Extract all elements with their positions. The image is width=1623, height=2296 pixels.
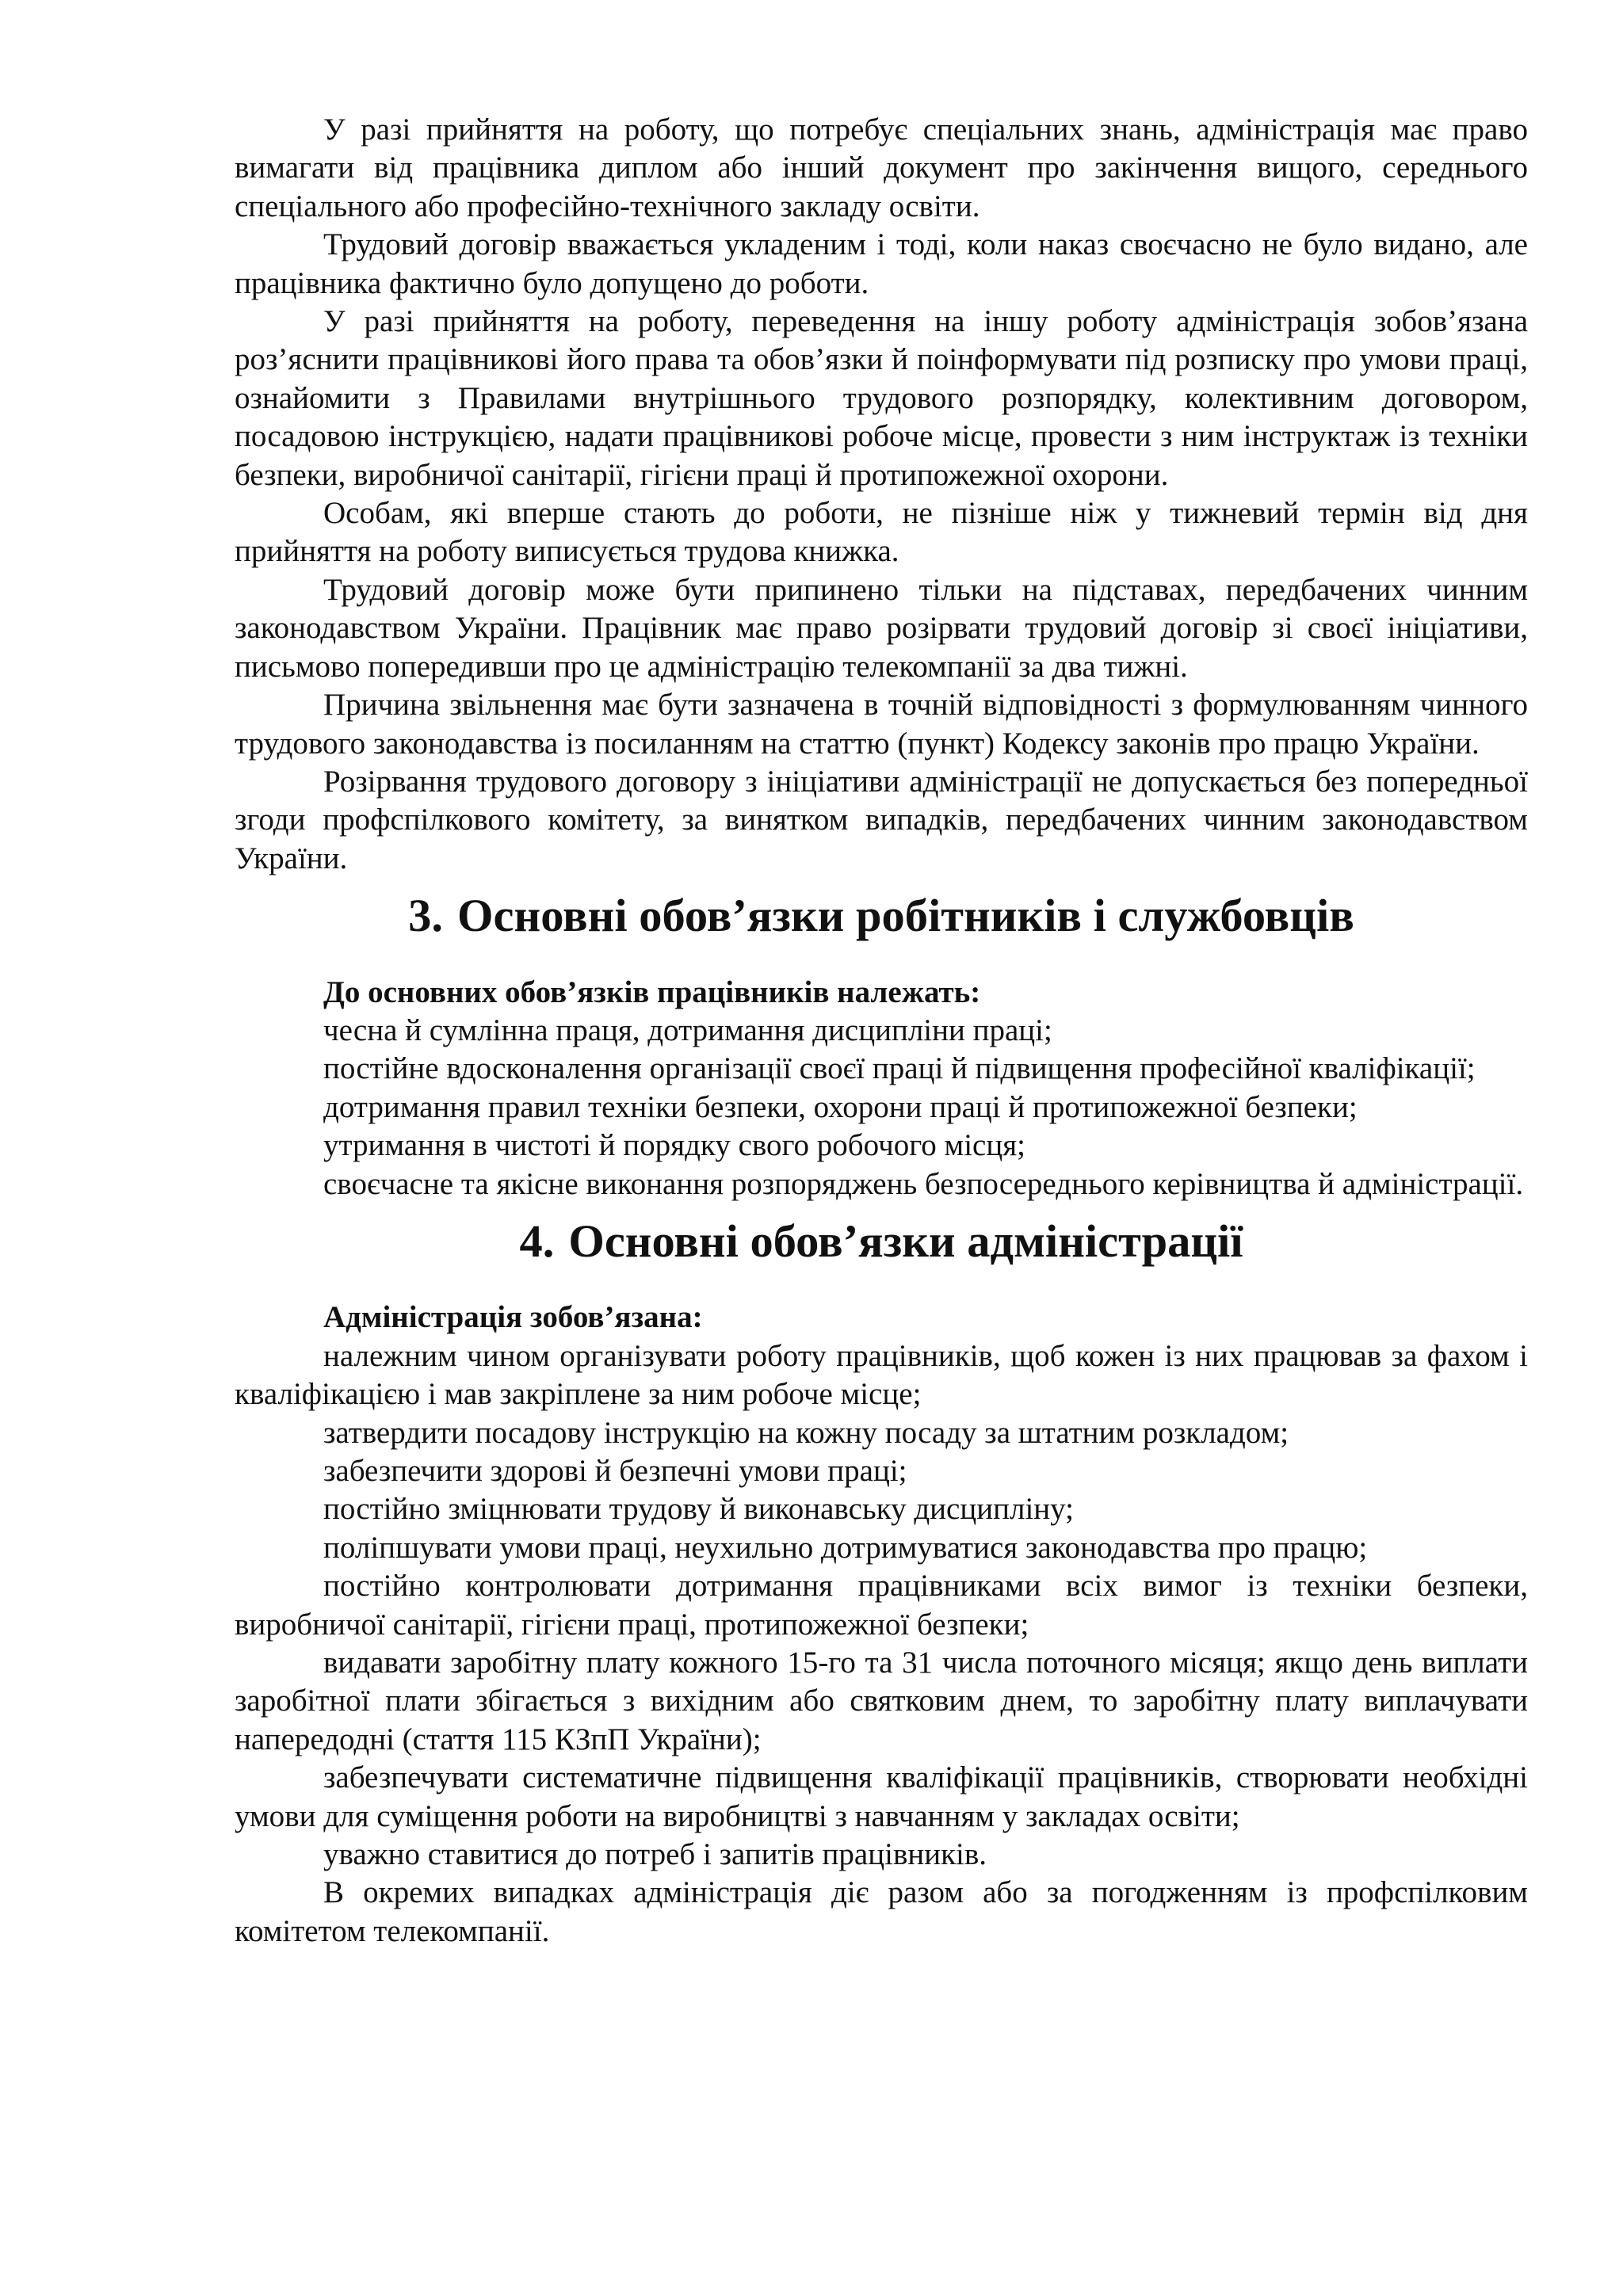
list-item: належним чином організувати роботу працівників, щоб кожен із них працював за фахом і кваліфікацією і мав закріплене за ним робоче місце; <box>235 1338 1528 1412</box>
paragraph: Особам, які вперше стають до роботи, не пізніше ніж у тижневий термін від дня прийняття на роботу виписується трудова книжка. <box>235 496 1528 569</box>
section-3-lead: До основних обов’язків працівників належать: <box>323 974 981 1009</box>
list-item: постійно контролювати дотримання працівниками всіх вимог із техніки безпеки, виробничої санітарії, гігієни праці, протипожежної безпеки; <box>235 1569 1528 1642</box>
section-3-heading <box>235 890 1528 942</box>
list-item: затвердити посадову інструкцію на кожну посаду за штатним розкладом; <box>323 1415 1289 1450</box>
list-item: утримання в чистоті й порядку свого робочого місця; <box>323 1128 1025 1163</box>
paragraph: У разі прийняття на роботу, переведення на іншу роботу адміністрація зобов’язана роз’яснити працівникові його права та обов’язки й поінформувати під розписку про умови праці, ознайомити з Правилами внутрішнього трудового розпорядку, колективним договором, посадовою інструкцією, надати працівникові робоче місце, провести з ним інструктаж із техніки безпеки, виробничої санітарії, гігієни праці й протипожежної охорони. <box>235 304 1528 492</box>
section-4-lead: Адміністрація зобов’язана: <box>323 1300 703 1335</box>
list-item: дотримання правил техніки безпеки, охорони праці й протипожежної безпеки; <box>323 1089 1358 1124</box>
paragraph: Трудовий договір вважається укладеним і тоді, коли наказ своєчасно не було видано, але працівника фактично було допущено до роботи. <box>235 227 1528 300</box>
list-item: постійне вдосконалення організації своєї праці й підвищення професійної кваліфікації; <box>323 1051 1476 1086</box>
paragraph: Причина звільнення має бути зазначена в точній відповідності з формулюванням чинного трудового законодавства із посиланням на статтю (пункт) Кодексу законів про працю України. <box>235 688 1528 761</box>
list-item: забезпечувати систематичне підвищення кваліфікації працівників, створювати необхідні умови для суміщення роботи на виробництві з навчанням у закладах освіти; <box>235 1760 1528 1833</box>
list-item: видавати заробітну плату кожного 15-го та 31 числа поточного місяця; якщо день виплати заробітної плати збігається з вихідним або святковим днем, то заробітну плату виплачувати напередодні (стаття 115 КЗпП України); <box>235 1646 1528 1756</box>
document-page <box>235 111 1528 1951</box>
list-item: своєчасне та якісне виконання розпоряджень безпосереднього керівництва й адміністрації. <box>323 1166 1524 1201</box>
list-item: забезпечити здорові й безпечні умови праці; <box>323 1454 907 1488</box>
list-item: уважно ставитися до потреб і запитів працівників. <box>323 1837 987 1872</box>
paragraph: Трудовий договір може бути припинено тільки на підставах, передбачених чинним законодавством України. Працівник має право розірвати трудовий договір зі своєї ініціативи, письмово попередивши про це адміністрацію телекомпанії за два тижні. <box>235 572 1528 684</box>
section-4-title: Основні обов’язки адміністрації <box>568 1215 1243 1267</box>
section-4-number: 4. <box>519 1215 555 1267</box>
paragraph: Розірвання трудового договору з ініціативи адміністрації не допускається без попередньої згоди профспілкового комітету, за винятком випадків, передбачених чинним законодавством України. <box>235 764 1528 875</box>
list-item: поліпшувати умови праці, неухильно дотримуватися законодавства про працю; <box>323 1530 1368 1565</box>
list-item: постійно зміцнювати трудову й виконавську дисципліну; <box>323 1492 1074 1527</box>
list-item: В окремих випадках адміністрація діє разом або за погодженням із профспілковим комітетом телекомпанії. <box>235 1875 1528 1948</box>
section-4-heading <box>235 1215 1528 1267</box>
section-3-title: Основні обов’язки робітників і службовців <box>457 890 1354 942</box>
list-item: чесна й сумлінна праця, дотримання дисципліни праці; <box>323 1013 1052 1047</box>
section-3-number: 3. <box>408 890 444 942</box>
paragraph: У разі прийняття на роботу, що потребує спеціальних знань, адміністрація має право вимагати від працівника диплом або інший документ про закінчення вищого, середнього спеціального або професійно-технічного закладу освіти. <box>235 113 1528 223</box>
